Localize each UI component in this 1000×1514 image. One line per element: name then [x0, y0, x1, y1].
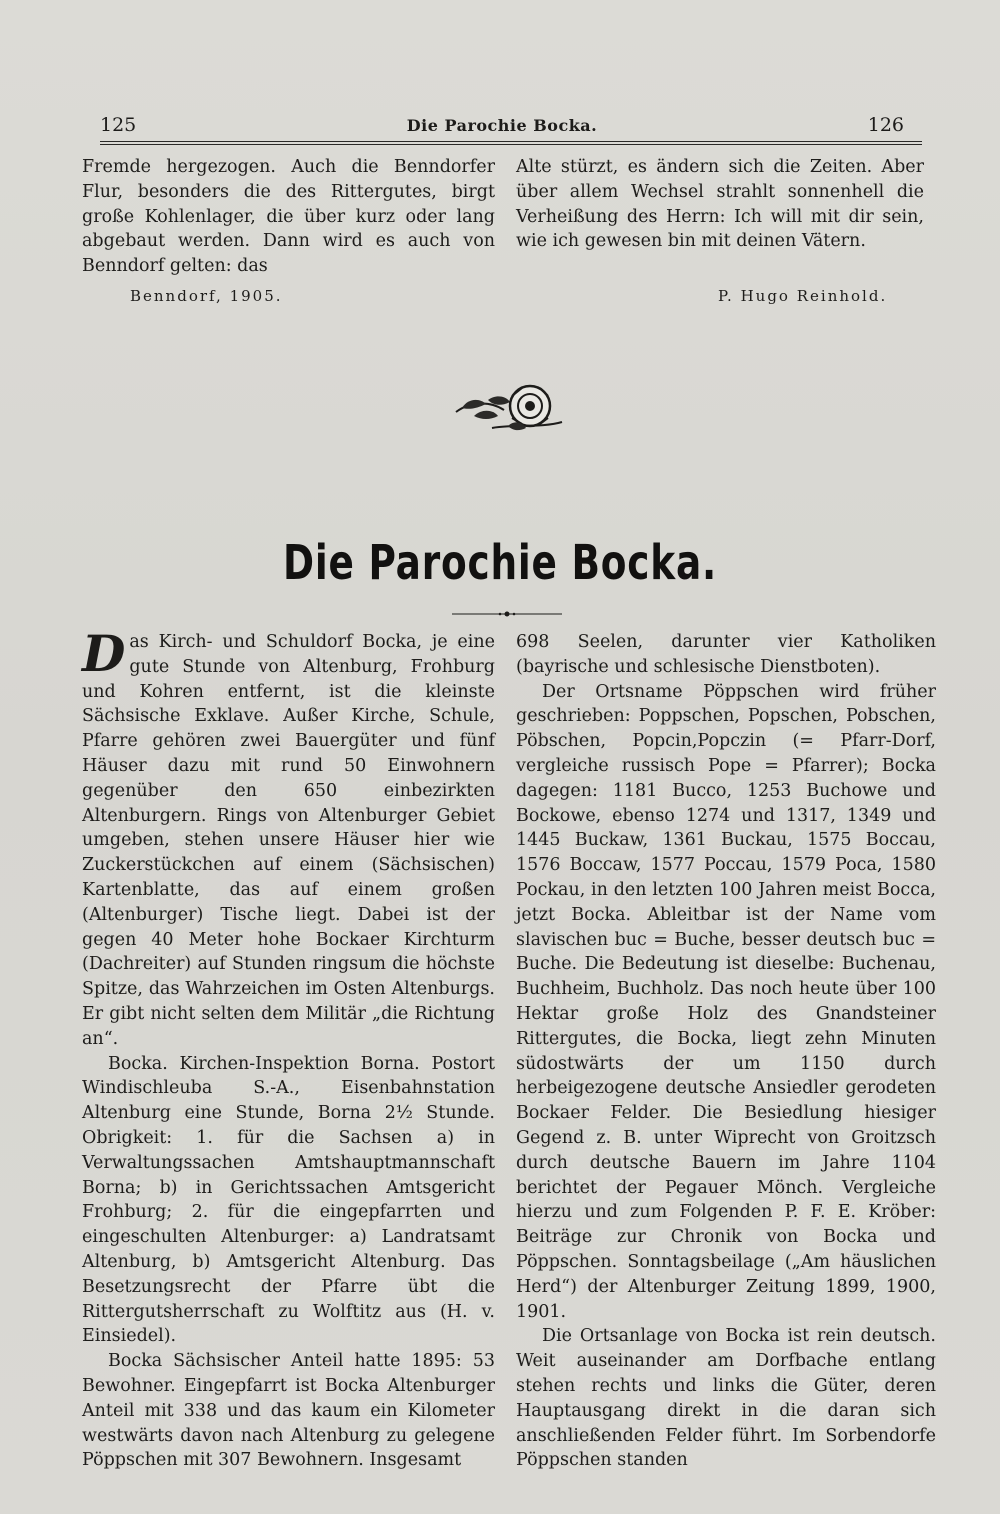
- header-rule-double: [100, 144, 922, 145]
- article-paragraph: [82, 624, 495, 1052]
- place-date: Benndorf, 1905.: [130, 287, 283, 305]
- paragraph-text: as Kirch- und Schuldorf Bocka, je eine gute Stunde von Altenburg, Frohburg und Kohren entfernt, ist die kleinste Sächsische Exklave. Außer Kirche, Schule, Pfarre gehören zwei Bauergüter und fünf Häuser dazu mit rund 50 Einwohnern gegenüber den 650 einbezirkten Altenburgern. Rings von Altenburger Gebiet umgeben, stehen unsere Häuser hier wie Zuckerstückchen auf einem (Sächsischen) Kartenblatte, das auf einem großen (Altenburger) Tische liegt. Dabei ist der gegen 40 Meter hohe Bockaer Kirchturm (Dachreiter) auf Stunden ringsum die höchste Spitze, das Wahrzeichen im Osten Altenburgs. Er gibt nicht selten dem Militär „die Richtung an“.: [82, 632, 495, 1049]
- article-paragraph: Bocka. Kirchen-Inspektion Borna. Postort Windischleuba S.-A., Eisenbahnstation Altenburg eine Stunde, Borna 2½ Stunde. Obrigkeit: 1. für die Sachsen a) in Verwaltungssachen Amtshauptmannschaft Borna; b) in Gerichtssachen Amtsgericht Frohburg; 2. für die eingepfarrten und eingeschulten Altenburger: a) Landratsamt Altenburg, b) Amtsgericht Altenburg. Das Besetzungsrecht der Pfarre übt die Rittergutsherrschaft zu Wolftitz aus (H. v. Einsiedel).: [82, 1053, 495, 1347]
- article-left-column: [82, 624, 495, 1473]
- article-paragraph: Die Ortsanlage von Bocka ist rein deutsch. Weit auseinander am Dorfbache entlang stehen rechts und links die Güter, deren Hauptausgang direkt in die daran sich anschließenden Felder führt. Im Sorbendorfe Pöppschen standen: [516, 1326, 936, 1471]
- page-header: [100, 114, 904, 138]
- prev-article-text-left: Fremde hergezogen. Auch die Benndorfer Flur, besonders die des Rittergutes, birgt große Kohlenlager, die über kurz oder lang abgebaut werden. Dann wird es auch von Benndorf gelten: das: [82, 157, 495, 277]
- dotted-rule-divider: [452, 610, 562, 618]
- prev-article-right-column: [516, 155, 924, 254]
- drop-cap: D: [82, 624, 126, 683]
- page-number-left: 125: [100, 114, 137, 136]
- article-title: Die Parochie Bocka.: [283, 535, 717, 591]
- rose-vignette-icon: [452, 378, 572, 438]
- running-title: Die Parochie Bocka.: [406, 116, 598, 135]
- page-number-right: 126: [867, 114, 904, 136]
- article-right-column: [516, 630, 936, 1473]
- article-paragraph: 698 Seelen, darunter vier Katholiken (bayrische und schlesische Dienstboten).: [516, 632, 936, 677]
- article-paragraph: Bocka Sächsischer Anteil hatte 1895: 53 Bewohner. Eingepfarrt ist Bocka Altenburger Anteil mit 338 und das kaum ein Kilometer westwärts davon nach Altenburg zu gelegene Pöppschen mit 307 Bewohnern. Insgesamt: [82, 1351, 495, 1471]
- prev-article-left-column: [82, 155, 495, 279]
- header-rule: [100, 141, 922, 142]
- author-signature: P. Hugo Reinhold.: [718, 287, 888, 305]
- article-paragraph: Der Ortsname Pöppschen wird früher geschrieben: Poppschen, Popschen, Pobschen, Pöbschen, Popcin,Popczin (= Pfarr-Dorf, vergleiche russisch Pope = Pfarrer); Bocka dagegen: 1181 Bucco, 1253 Buchowe und Bockowe, ebenso 1274 und 1317, 1349 und 1445 Buckaw, 1361 Buckau, 1575 Boccau, 1576 Boccaw, 1577 Poccau, 1579 Poca, 1580 Pockau, in den letzten 100 Jahren meist Bocca, jetzt Bocka. Ableitbar ist der Name vom slavischen buc = Buche, besser deutsch buc = Buche. Die Bedeutung ist dieselbe: Buchenau, Buchheim, Buchholz. Das noch heute über 100 Hektar große Holz des Gnandsteiner Rittergutes, die Bocka, liegt zehn Minuten südostwärts der um 1150 durch herbeigezogene deutsche Ansiedler gerodeten Bockaer Felder. Die Besiedlung hiesiger Gegend z. B. unter Wiprecht von Groitzsch durch deutsche Bauern im Jahre 1104 berichtet der Pegauer Mönch. Vergleiche hierzu und zum Folgenden P. F. E. Kröber: Beiträge zur Chronik von Bocka und Pöppschen. Sonntagsbeilage („Am häuslichen Herd“) der Altenburger Zeitung 1899, 1900, 1901.: [516, 681, 936, 1322]
- prev-article-text-right: Alte stürzt, es ändern sich die Zeiten. Aber über allem Wechsel strahlt sonnenhell die Verheißung des Herrn: Ich will mit dir sein, wie ich gewesen bin mit deinen Vätern.: [516, 157, 924, 252]
